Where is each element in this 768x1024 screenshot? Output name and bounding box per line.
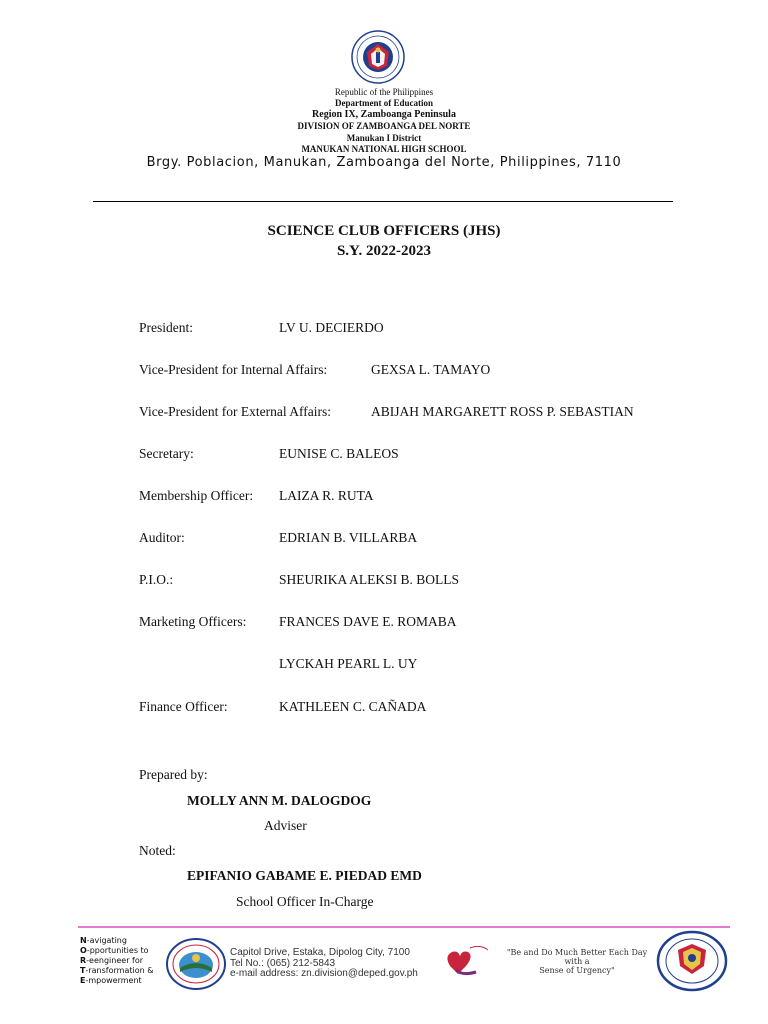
school-year: S.Y. 2022-2023 xyxy=(336,243,432,259)
footer-email: e-mail address: zn.division@deped.gov.ph xyxy=(230,968,418,979)
header-school: MANUKAN NATIONAL HIGH SCHOOL xyxy=(301,144,467,154)
heart-logo-icon xyxy=(442,940,492,980)
footer-contact xyxy=(230,948,418,980)
officer-name: EDRIAN B. VILLARBA xyxy=(279,530,418,545)
officer-position: P.I.O.: xyxy=(139,572,174,587)
officer-name: LV U. DECIERDO xyxy=(279,320,384,335)
footer-motto: "Be and Do Much Better Each Day with a Sense of Urgency" xyxy=(506,948,648,975)
officer-name: ABIJAH MARGARETT ROSS P. SEBASTIAN xyxy=(371,404,634,419)
officer-position: Vice-President for External Affairs: xyxy=(139,404,331,419)
noted-label: Noted: xyxy=(139,843,176,858)
officer-position: Vice-President for Internal Affairs: xyxy=(139,362,328,377)
officer-position: Auditor: xyxy=(139,530,185,545)
header-republic: Republic of the Philippines xyxy=(334,87,434,97)
officer-position: Marketing Officers: xyxy=(139,614,247,629)
officer-name: LYCKAH PEARL L. UY xyxy=(279,656,418,671)
header-division: DIVISION OF ZAMBOANGA DEL NORTE xyxy=(297,121,471,131)
noted-title: School Officer In-Charge xyxy=(236,894,374,909)
footer-acronym: N-avigating O-pportunities to R-eengineer for T-ransformation & E-mpowerment xyxy=(80,936,154,985)
header-department: Department of Education xyxy=(335,98,433,108)
officer-position: Finance Officer: xyxy=(139,699,228,714)
noted-name: EPIFANIO GABAME E. PIEDAD EMD xyxy=(187,868,422,883)
footer-address: Capitol Drive, Estaka, Dipolog City, 7100 xyxy=(230,947,410,958)
prepared-by-name: MOLLY ANN M. DALOGDOG xyxy=(187,793,372,808)
officer-name: EUNISE C. BALEOS xyxy=(279,446,399,461)
officer-name: SHEURIKA ALEKSI B. BOLLS xyxy=(279,572,460,587)
header-divider xyxy=(93,201,673,202)
header-region: Region IX, Zamboanga Peninsula xyxy=(312,109,456,120)
officer-position: President: xyxy=(139,320,193,335)
division-seal-icon xyxy=(166,938,226,990)
prepared-by-label: Prepared by: xyxy=(139,767,208,782)
footer-tel: Tel No.: (065) 212-5843 xyxy=(230,957,336,969)
header-district: Manukan I District xyxy=(346,133,422,143)
officer-name: FRANCES DAVE E. ROMABA xyxy=(279,614,457,629)
prepared-by-title: Adviser xyxy=(264,818,307,833)
school-seal-icon xyxy=(656,930,728,992)
document-title: SCIENCE CLUB OFFICERS (JHS) xyxy=(267,223,501,239)
deped-seal-icon xyxy=(351,30,405,84)
officer-name: GEXSA L. TAMAYO xyxy=(371,362,491,377)
header-address: Brgy. Poblacion, Manukan, Zamboanga del Norte, Philippines, 7110 xyxy=(146,155,622,170)
footer xyxy=(78,926,730,992)
officer-name: LAIZA R. RUTA xyxy=(279,488,374,503)
officer-position: Membership Officer: xyxy=(139,488,254,503)
officer-name: KATHLEEN C. CAÑADA xyxy=(279,699,427,714)
officer-position: Secretary: xyxy=(139,446,194,461)
